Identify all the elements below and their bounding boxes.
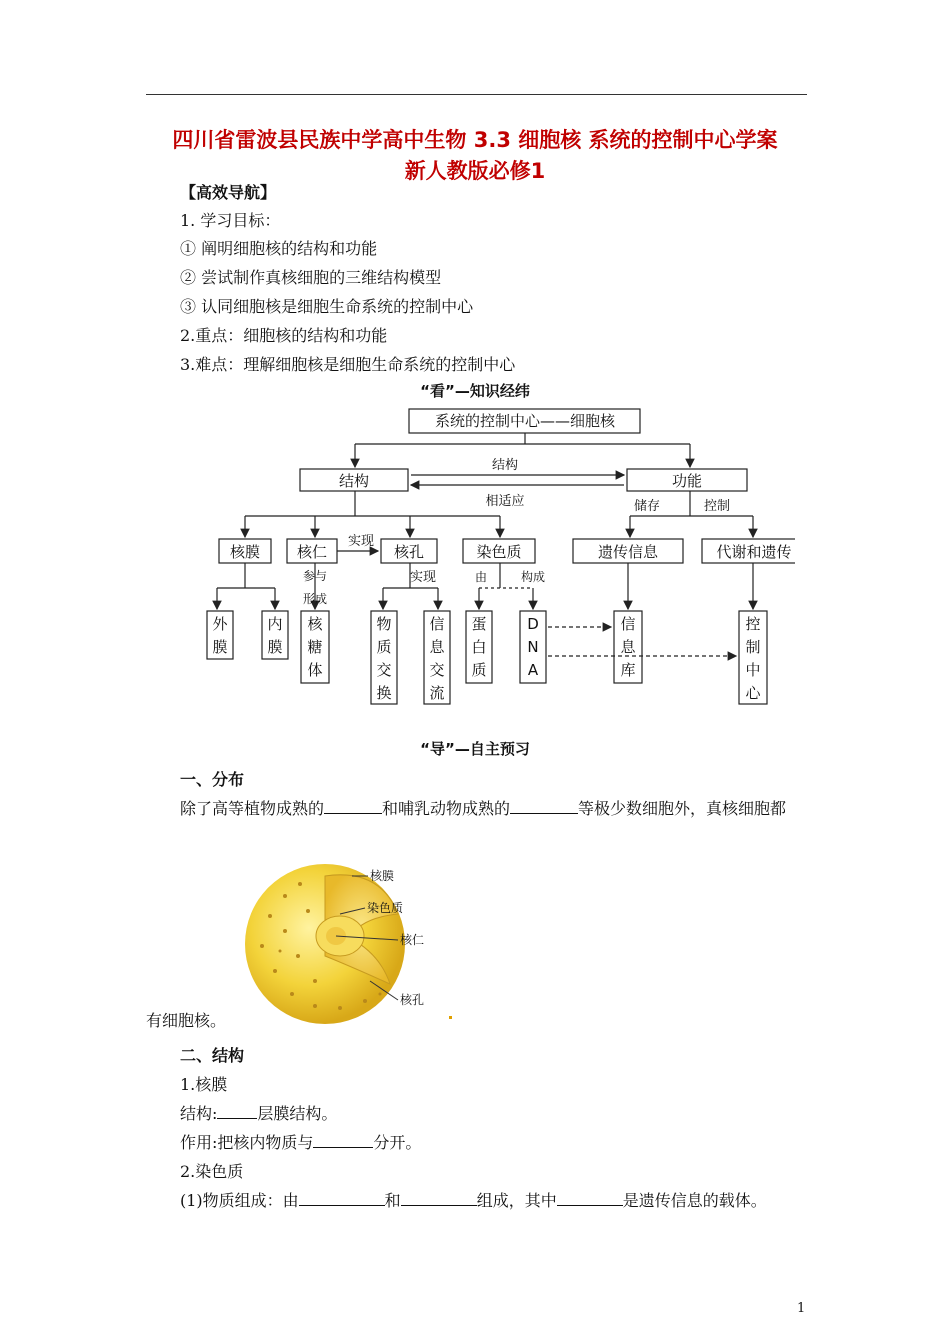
label-control: 控制: [703, 499, 731, 514]
s2-function-a: 作用:把核内物质与: [180, 1133, 314, 1152]
blank-4: [313, 1133, 373, 1148]
figure-label-membrane: 核膜: [370, 869, 395, 883]
s2-structure-a: 结构:: [180, 1104, 218, 1123]
concept-map-diagram: [195, 400, 795, 710]
s2-item-1: 1.核膜: [180, 1075, 228, 1094]
blank-6: [401, 1191, 477, 1206]
section-guide-heading: “导”—自主预习: [420, 740, 530, 758]
section-2-heading: 二、结构: [180, 1046, 245, 1065]
label-pore: 核孔: [393, 543, 425, 561]
goal-2: ② 尝试制作真核细胞的三维结构模型: [180, 268, 442, 287]
blank-2: [510, 799, 578, 814]
label-exchange: 物质交换: [376, 615, 392, 702]
label-link-bottom: 相适应: [485, 494, 525, 509]
sec1-end: 有细胞核。: [146, 1011, 227, 1030]
goals-heading: 1. 学习目标：: [180, 211, 281, 230]
label-link-top: 结构: [491, 458, 519, 473]
label-realize-1: 实现: [347, 534, 375, 549]
s2-item-2: 2.染色质: [180, 1162, 244, 1181]
label-nucleolus: 核仁: [296, 543, 328, 561]
sec1-text-a: 除了高等植物成熟的: [180, 799, 325, 818]
sec1-paragraph: [180, 796, 786, 819]
figure-label-nucleolus: 核仁: [400, 933, 425, 947]
nucleus-figure: [240, 856, 455, 1026]
label-function: 功能: [671, 472, 703, 490]
label-membrane: 核膜: [229, 543, 261, 561]
doc-title-line1: 四川省雷波县民族中学高中生物 3.3 细胞核 系统的控制中心学案: [172, 128, 778, 152]
blank-7: [557, 1191, 623, 1206]
s2-comp-d: 是遗传信息的载体。: [622, 1191, 767, 1210]
s2-function-b: 分开。: [373, 1133, 422, 1152]
label-info-flow: 信息交流: [429, 615, 445, 702]
label-outer: 外膜: [212, 615, 228, 656]
label-protein: 蛋白质: [471, 615, 487, 679]
goal-3: ③ 认同细胞核是细胞生命系统的控制中心: [180, 297, 474, 316]
label-store: 储存: [633, 499, 661, 514]
section-1-heading: 一、分布: [180, 770, 245, 789]
label-metab: 代谢和遗传: [716, 543, 792, 561]
s2-comp-c: 组成，其中: [476, 1191, 557, 1210]
page-number: 1: [797, 1301, 806, 1316]
label-genetic-info: 遗传信息: [597, 543, 659, 561]
doc-title-line2: 新人教版必修1: [404, 159, 546, 183]
s2-structure-b: 层膜结构。: [257, 1104, 338, 1123]
blank-5: [299, 1191, 385, 1206]
label-realize-2: 实现: [409, 570, 437, 585]
section-look-heading: “看”—知识经纬: [420, 382, 530, 400]
difficulty: 3.难点：理解细胞核是细胞生命系统的控制中心: [180, 355, 516, 374]
key-point: 2.重点：细胞核的结构和功能: [180, 326, 388, 345]
figure-label-pore: 核孔: [400, 993, 425, 1007]
label-center: 控制中心: [745, 615, 761, 702]
label-chromatin: 染色质: [476, 543, 522, 561]
label-structure: 结构: [338, 472, 370, 490]
nav-header: 【高效导航】: [180, 183, 277, 202]
goal-1: ① 阐明细胞核的结构和功能: [180, 239, 378, 258]
sec1-text-b: 和哺乳动物成熟的: [382, 799, 511, 818]
label-library: 信息库: [620, 615, 636, 679]
sec1-text-c: 等极少数细胞外，真核细胞都: [578, 799, 787, 818]
header-rule: [146, 94, 807, 95]
s2-composition-line: [180, 1188, 767, 1211]
label-form: 形成: [302, 592, 328, 606]
label-compose: 构成: [520, 570, 546, 584]
s2-comp-b: 和: [384, 1191, 401, 1210]
label-dna: D N A: [527, 615, 539, 679]
label-by: 由: [474, 570, 488, 584]
label-participate: 参与: [302, 569, 328, 583]
blank-1: [324, 799, 382, 814]
blank-3: [217, 1104, 257, 1119]
figure-label-chromatin: 染色质: [367, 901, 404, 915]
s2-structure-line: [180, 1101, 337, 1124]
figure-dot-mark: [449, 1016, 452, 1019]
label-inner: 内膜: [267, 615, 283, 656]
label-root: 系统的控制中心——细胞核: [434, 412, 616, 430]
s2-function-line: [180, 1130, 421, 1153]
s2-comp-a: (1)物质组成：由: [180, 1191, 299, 1210]
label-ribosome: 核糖体: [307, 615, 323, 679]
